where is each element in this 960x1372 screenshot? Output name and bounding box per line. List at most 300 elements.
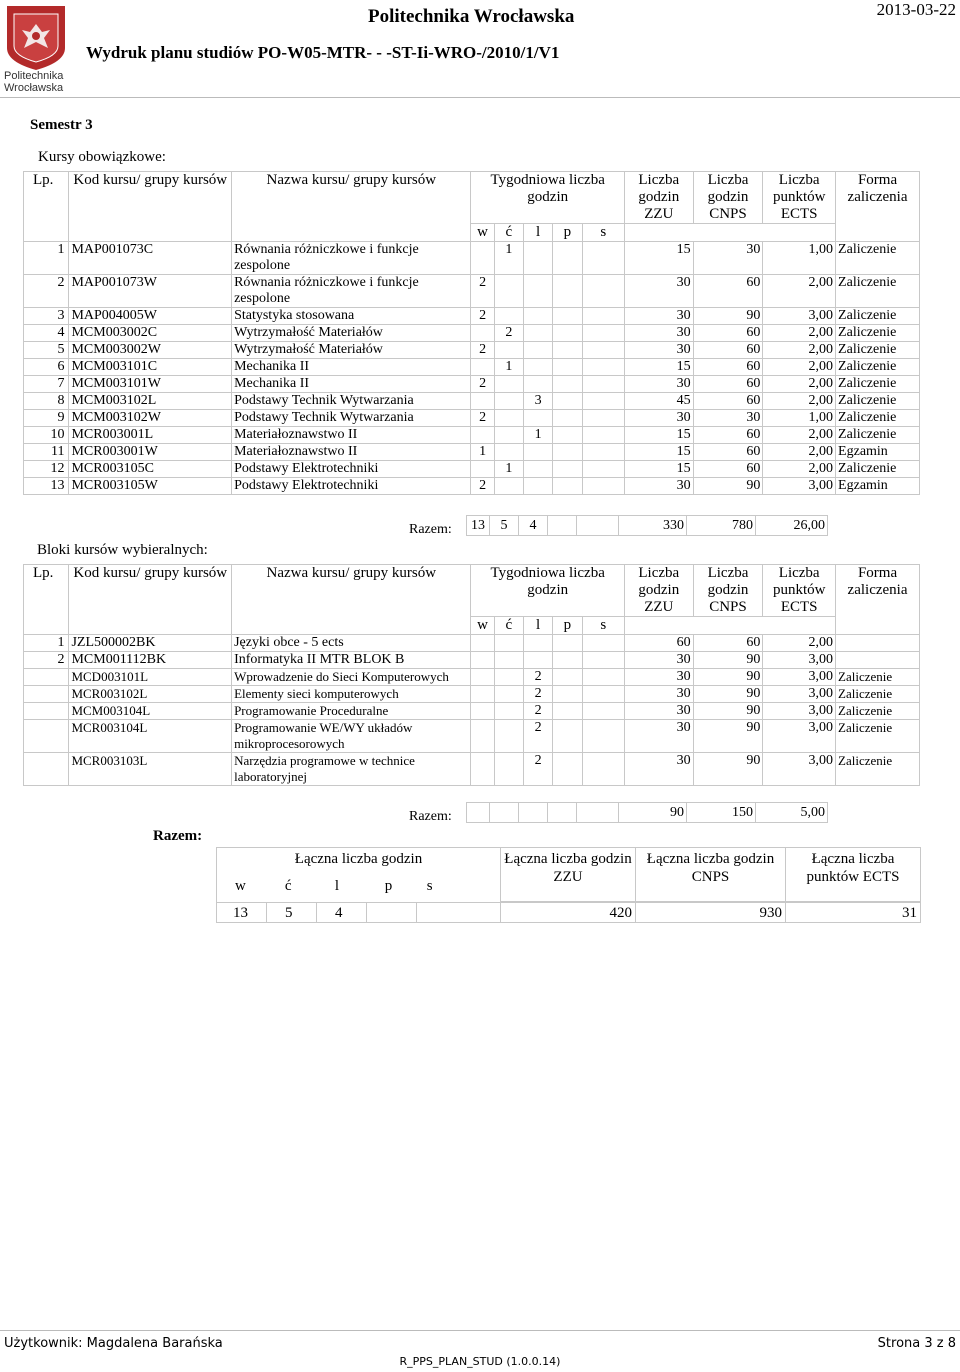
- row-hours-l: [523, 242, 552, 275]
- mandatory-sum-label: Razem:: [409, 522, 452, 537]
- row-cnps: 60: [693, 427, 763, 444]
- row-form: Zaliczenie: [836, 686, 920, 703]
- row-hours-c: [494, 308, 523, 325]
- row-hours-s: [582, 410, 624, 427]
- row-form: [836, 652, 920, 669]
- row-hours-l: [523, 461, 552, 478]
- row-code: MCM001112BK: [69, 652, 232, 669]
- row-hours-w: [471, 652, 494, 669]
- row-name: Mechanika II: [232, 359, 471, 376]
- header-weekly-hours: Tygodniowa liczba godzin: [471, 565, 624, 617]
- footer-divider: [0, 1330, 960, 1331]
- row-hours-l: [523, 342, 552, 359]
- row-hours-w: 2: [471, 308, 494, 325]
- row-cnps: 60: [693, 444, 763, 461]
- table-row: [24, 275, 920, 308]
- row-lp: 7: [24, 376, 69, 393]
- row-lp: 1: [24, 635, 69, 652]
- row-cnps: 30: [693, 410, 763, 427]
- row-hours-c: [494, 720, 523, 753]
- row-cnps: 90: [693, 686, 763, 703]
- row-form: Zaliczenie: [836, 427, 920, 444]
- row-zzu: 30: [624, 308, 693, 325]
- row-code: MCR003102L: [69, 686, 232, 703]
- row-hours-c: [494, 669, 523, 686]
- hour-type-l: l: [523, 224, 552, 242]
- row-hours-p: [553, 410, 582, 427]
- row-hours-l: [523, 325, 552, 342]
- row-form: Zaliczenie: [836, 669, 920, 686]
- row-lp: 11: [24, 444, 69, 461]
- row-name: Elementy sieci komputerowych: [232, 686, 471, 703]
- table-row: [24, 242, 920, 275]
- table-row: [24, 342, 920, 359]
- row-hours-c: [494, 652, 523, 669]
- mandatory-courses-table: [23, 171, 920, 495]
- row-hours-c: 1: [494, 359, 523, 376]
- row-code: MAP001073C: [69, 242, 232, 275]
- row-hours-s: [582, 427, 624, 444]
- row-hours-l: 2: [523, 753, 552, 786]
- row-hours-s: [582, 444, 624, 461]
- row-hours-p: [553, 652, 582, 669]
- row-hours-c: 1: [494, 242, 523, 275]
- row-lp: 1: [24, 242, 69, 275]
- header-name: Nazwa kursu/ grupy kursów: [232, 565, 471, 635]
- table-row: [24, 703, 920, 720]
- row-form: Zaliczenie: [836, 359, 920, 376]
- row-zzu: 30: [624, 703, 693, 720]
- footer-user: Użytkownik: Magdalena Barańska: [4, 1336, 223, 1351]
- row-hours-w: [471, 703, 494, 720]
- row-ects: 1,00: [763, 242, 836, 275]
- university-logo: [4, 4, 70, 96]
- row-cnps: 30: [693, 242, 763, 275]
- row-cnps: 60: [693, 342, 763, 359]
- row-hours-s: [582, 342, 624, 359]
- row-cnps: 60: [693, 376, 763, 393]
- elective-blocks-heading: Bloki kursów wybieralnych:: [37, 542, 208, 558]
- row-lp: [24, 753, 69, 786]
- row-hours-w: [471, 242, 494, 275]
- row-hours-w: 2: [471, 376, 494, 393]
- logo-text: Politechnika Wrocławska: [4, 70, 64, 94]
- row-hours-l: [523, 410, 552, 427]
- row-lp: 9: [24, 410, 69, 427]
- row-form: [836, 635, 920, 652]
- row-zzu: 15: [624, 359, 693, 376]
- row-lp: 3: [24, 308, 69, 325]
- row-lp: 6: [24, 359, 69, 376]
- row-name: Podstawy Technik Wytwarzania: [232, 393, 471, 410]
- row-code: MCM003101C: [69, 359, 232, 376]
- row-zzu: 30: [624, 342, 693, 359]
- row-code: MCM003002W: [69, 342, 232, 359]
- row-zzu: 30: [624, 478, 693, 495]
- total-type-c: ć: [284, 877, 292, 894]
- hour-type-l: l: [523, 617, 552, 635]
- hour-type-p: p: [553, 617, 582, 635]
- row-hours-w: 1: [471, 444, 494, 461]
- row-hours-s: [582, 753, 624, 786]
- hour-type-s: s: [582, 224, 624, 242]
- row-zzu: 30: [624, 652, 693, 669]
- row-cnps: 90: [693, 669, 763, 686]
- row-hours-p: [553, 720, 582, 753]
- row-ects: 2,00: [763, 342, 836, 359]
- total-hours-header: Łączna liczba godzin: [217, 848, 501, 902]
- row-form: Egzamin: [836, 478, 920, 495]
- row-name: Podstawy Technik Wytwarzania: [232, 410, 471, 427]
- elective-sum-label: Razem:: [409, 809, 452, 824]
- row-lp: 8: [24, 393, 69, 410]
- row-code: MCM003002C: [69, 325, 232, 342]
- row-cnps: 90: [693, 308, 763, 325]
- hour-type-w: w: [471, 224, 494, 242]
- row-hours-p: [553, 753, 582, 786]
- table-row: [24, 376, 920, 393]
- table-row: [24, 359, 920, 376]
- sum-c: [490, 803, 519, 823]
- row-form: Zaliczenie: [836, 720, 920, 753]
- row-hours-c: 1: [494, 461, 523, 478]
- sum-p: [548, 803, 577, 823]
- row-hours-l: [523, 376, 552, 393]
- header-ects: Liczba punktów ECTS: [763, 565, 836, 617]
- row-form: Zaliczenie: [836, 753, 920, 786]
- hour-type-w: w: [471, 617, 494, 635]
- total-l: 4: [317, 903, 367, 923]
- row-name: Statystyka stosowana: [232, 308, 471, 325]
- row-name: Mechanika II: [232, 376, 471, 393]
- row-hours-s: [582, 669, 624, 686]
- row-name: Podstawy Elektrotechniki: [232, 478, 471, 495]
- sum-c: 5: [490, 516, 519, 536]
- row-hours-s: [582, 308, 624, 325]
- grand-totals-table: [216, 847, 921, 923]
- row-ects: 2,00: [763, 461, 836, 478]
- row-name: Równania różniczkowe i funkcje zespolone: [232, 242, 471, 275]
- row-zzu: 45: [624, 393, 693, 410]
- row-code: MCR003103L: [69, 753, 232, 786]
- row-code: MCM003101W: [69, 376, 232, 393]
- row-hours-s: [582, 478, 624, 495]
- row-name: Materiałoznawstwo II: [232, 427, 471, 444]
- row-ects: 3,00: [763, 308, 836, 325]
- table-row: [24, 393, 920, 410]
- row-ects: 3,00: [763, 753, 836, 786]
- row-hours-c: [494, 444, 523, 461]
- row-hours-s: [582, 720, 624, 753]
- row-ects: 3,00: [763, 720, 836, 753]
- header-lp: Lp.: [24, 565, 69, 635]
- row-cnps: 90: [693, 703, 763, 720]
- total-zzu-header: Łączna liczba godzin ZZU: [501, 848, 636, 902]
- row-hours-c: [494, 703, 523, 720]
- table-row: [24, 753, 920, 786]
- semester-title: Semestr 3: [30, 117, 93, 133]
- row-hours-p: [553, 342, 582, 359]
- row-name: Informatyka II MTR BLOK B: [232, 652, 471, 669]
- row-hours-w: 2: [471, 410, 494, 427]
- row-ects: 2,00: [763, 393, 836, 410]
- row-name: Równania różniczkowe i funkcje zespolone: [232, 275, 471, 308]
- row-form: Zaliczenie: [836, 376, 920, 393]
- row-ects: 3,00: [763, 478, 836, 495]
- sum-l: 4: [519, 516, 548, 536]
- row-zzu: 30: [624, 275, 693, 308]
- row-hours-l: [523, 444, 552, 461]
- row-code: MAP001073W: [69, 275, 232, 308]
- table-row: [24, 444, 920, 461]
- row-zzu: 15: [624, 242, 693, 275]
- total-type-l: l: [334, 877, 340, 894]
- row-hours-p: [553, 242, 582, 275]
- row-hours-c: [494, 478, 523, 495]
- row-lp: 2: [24, 652, 69, 669]
- row-name: Programowanie WE/WY układów mikroprocesorowych: [232, 720, 471, 753]
- row-form: Zaliczenie: [836, 325, 920, 342]
- header-zzu: Liczba godzin ZZU: [624, 172, 693, 224]
- row-hours-w: 2: [471, 342, 494, 359]
- row-name: Wytrzymałość Materiałów: [232, 325, 471, 342]
- total-ects: 31: [786, 903, 921, 923]
- row-lp: 5: [24, 342, 69, 359]
- row-ects: 3,00: [763, 652, 836, 669]
- total-w: 13: [217, 903, 267, 923]
- row-hours-c: 2: [494, 325, 523, 342]
- row-hours-p: [553, 393, 582, 410]
- header-divider: [0, 97, 960, 98]
- sum-w: 13: [467, 516, 490, 536]
- row-lp: 12: [24, 461, 69, 478]
- row-hours-p: [553, 376, 582, 393]
- header-code: Kod kursu/ grupy kursów: [69, 172, 232, 242]
- table-row: [24, 635, 920, 652]
- row-hours-w: [471, 359, 494, 376]
- row-ects: 2,00: [763, 444, 836, 461]
- row-hours-l: [523, 652, 552, 669]
- row-hours-c: [494, 376, 523, 393]
- row-zzu: 15: [624, 427, 693, 444]
- table-row: [24, 308, 920, 325]
- row-hours-w: [471, 635, 494, 652]
- row-cnps: 90: [693, 652, 763, 669]
- total-type-s: s: [426, 877, 433, 894]
- row-hours-l: 2: [523, 669, 552, 686]
- hour-type-p: p: [553, 224, 582, 242]
- table-row: [24, 325, 920, 342]
- row-hours-l: 2: [523, 686, 552, 703]
- header-name: Nazwa kursu/ grupy kursów: [232, 172, 471, 242]
- row-hours-l: [523, 308, 552, 325]
- header-ects: Liczba punktów ECTS: [763, 172, 836, 224]
- row-hours-s: [582, 461, 624, 478]
- sum-s: [577, 516, 619, 536]
- row-hours-w: [471, 427, 494, 444]
- row-cnps: 60: [693, 359, 763, 376]
- mandatory-courses-heading: Kursy obowiązkowe:: [38, 149, 166, 165]
- row-lp: [24, 720, 69, 753]
- row-code: MCR003001L: [69, 427, 232, 444]
- row-hours-c: [494, 635, 523, 652]
- row-hours-c: [494, 342, 523, 359]
- total-s: [417, 903, 501, 923]
- row-hours-p: [553, 478, 582, 495]
- sum-zzu: 330: [619, 516, 687, 536]
- row-hours-p: [553, 359, 582, 376]
- hour-type-s: s: [582, 617, 624, 635]
- row-code: MAP004005W: [69, 308, 232, 325]
- row-ects: 3,00: [763, 669, 836, 686]
- header-zzu: Liczba godzin ZZU: [624, 565, 693, 617]
- header-cnps: Liczba godzin CNPS: [693, 172, 763, 224]
- row-hours-p: [553, 308, 582, 325]
- row-hours-w: [471, 753, 494, 786]
- row-hours-w: [471, 669, 494, 686]
- header-code: Kod kursu/ grupy kursów: [69, 565, 232, 635]
- row-hours-s: [582, 652, 624, 669]
- row-hours-p: [553, 635, 582, 652]
- header-lp: Lp.: [24, 172, 69, 242]
- row-ects: 2,00: [763, 325, 836, 342]
- table-row: [24, 410, 920, 427]
- mandatory-sum-table: [466, 515, 828, 536]
- row-zzu: 30: [624, 720, 693, 753]
- row-hours-w: 2: [471, 275, 494, 308]
- row-hours-s: [582, 703, 624, 720]
- row-zzu: 30: [624, 410, 693, 427]
- row-lp: 4: [24, 325, 69, 342]
- header-form: Forma zaliczenia: [836, 172, 920, 242]
- row-hours-c: [494, 410, 523, 427]
- row-hours-p: [553, 275, 582, 308]
- row-hours-p: [553, 427, 582, 444]
- row-hours-l: 2: [523, 703, 552, 720]
- row-cnps: 90: [693, 478, 763, 495]
- total-c: 5: [267, 903, 317, 923]
- row-hours-l: 1: [523, 427, 552, 444]
- row-zzu: 30: [624, 686, 693, 703]
- total-ects-header: Łączna liczba punktów ECTS: [786, 848, 921, 902]
- table-row: [24, 652, 920, 669]
- row-name: Podstawy Elektrotechniki: [232, 461, 471, 478]
- row-lp: 2: [24, 275, 69, 308]
- row-zzu: 30: [624, 669, 693, 686]
- row-form: Zaliczenie: [836, 410, 920, 427]
- row-hours-s: [582, 393, 624, 410]
- row-hours-c: [494, 686, 523, 703]
- row-hours-w: [471, 461, 494, 478]
- row-cnps: 60: [693, 461, 763, 478]
- total-p: [367, 903, 417, 923]
- total-cnps-header: Łączna liczba godzin CNPS: [636, 848, 786, 902]
- row-hours-s: [582, 376, 624, 393]
- row-ects: 2,00: [763, 275, 836, 308]
- row-hours-s: [582, 359, 624, 376]
- row-zzu: 30: [624, 325, 693, 342]
- row-name: Materiałoznawstwo II: [232, 444, 471, 461]
- row-hours-s: [582, 275, 624, 308]
- total-type-w: w: [235, 877, 246, 894]
- row-hours-p: [553, 703, 582, 720]
- row-name: Wytrzymałość Materiałów: [232, 342, 471, 359]
- row-hours-s: [582, 686, 624, 703]
- row-code: MCR003001W: [69, 444, 232, 461]
- row-hours-w: [471, 686, 494, 703]
- hour-type-c: ć: [494, 617, 523, 635]
- row-form: Zaliczenie: [836, 393, 920, 410]
- table-row: [24, 669, 920, 686]
- row-ects: 1,00: [763, 410, 836, 427]
- total-cnps: 930: [636, 903, 786, 923]
- footer-page-number: Strona 3 z 8: [877, 1336, 956, 1351]
- row-name: Wprowadzenie do Sieci Komputerowych: [232, 669, 471, 686]
- sum-ects: 5,00: [756, 803, 828, 823]
- row-ects: 2,00: [763, 376, 836, 393]
- row-cnps: 60: [693, 275, 763, 308]
- row-lp: [24, 703, 69, 720]
- table-row: [24, 427, 920, 444]
- row-form: Zaliczenie: [836, 275, 920, 308]
- row-hours-s: [582, 635, 624, 652]
- row-hours-w: [471, 720, 494, 753]
- row-ects: 2,00: [763, 359, 836, 376]
- row-code: MCM003102L: [69, 393, 232, 410]
- row-form: Zaliczenie: [836, 703, 920, 720]
- row-hours-c: [494, 393, 523, 410]
- sum-p: [548, 516, 577, 536]
- row-ects: 3,00: [763, 703, 836, 720]
- row-cnps: 90: [693, 720, 763, 753]
- row-name: Narzędzia programowe w technice laboratoryjnej: [232, 753, 471, 786]
- row-cnps: 60: [693, 393, 763, 410]
- row-hours-s: [582, 242, 624, 275]
- row-hours-w: [471, 393, 494, 410]
- grand-total-label: Razem:: [153, 828, 203, 844]
- row-hours-c: [494, 427, 523, 444]
- row-hours-p: [553, 325, 582, 342]
- row-name: Programowanie Proceduralne: [232, 703, 471, 720]
- table-row: [24, 686, 920, 703]
- table-row: [24, 461, 920, 478]
- document-title: Wydruk planu studiów PO-W05-MTR- - -ST-Ii-WRO-/2010/1/V1: [86, 43, 560, 62]
- row-zzu: 60: [624, 635, 693, 652]
- row-zzu: 30: [624, 376, 693, 393]
- row-hours-l: [523, 275, 552, 308]
- row-code: MCR003104L: [69, 720, 232, 753]
- row-lp: [24, 669, 69, 686]
- row-hours-l: [523, 635, 552, 652]
- row-zzu: 15: [624, 444, 693, 461]
- header-form: Forma zaliczenia: [836, 565, 920, 635]
- table-row: [24, 478, 920, 495]
- sum-w: [467, 803, 490, 823]
- sum-l: [519, 803, 548, 823]
- table-row: [24, 720, 920, 753]
- row-hours-l: [523, 359, 552, 376]
- row-code: JZL500002BK: [69, 635, 232, 652]
- row-hours-p: [553, 444, 582, 461]
- sum-cnps: 150: [687, 803, 756, 823]
- header-cnps: Liczba godzin CNPS: [693, 565, 763, 617]
- row-form: Zaliczenie: [836, 461, 920, 478]
- sum-s: [577, 803, 619, 823]
- row-form: Zaliczenie: [836, 342, 920, 359]
- row-cnps: 60: [693, 635, 763, 652]
- row-hours-w: [471, 325, 494, 342]
- row-hours-l: [523, 478, 552, 495]
